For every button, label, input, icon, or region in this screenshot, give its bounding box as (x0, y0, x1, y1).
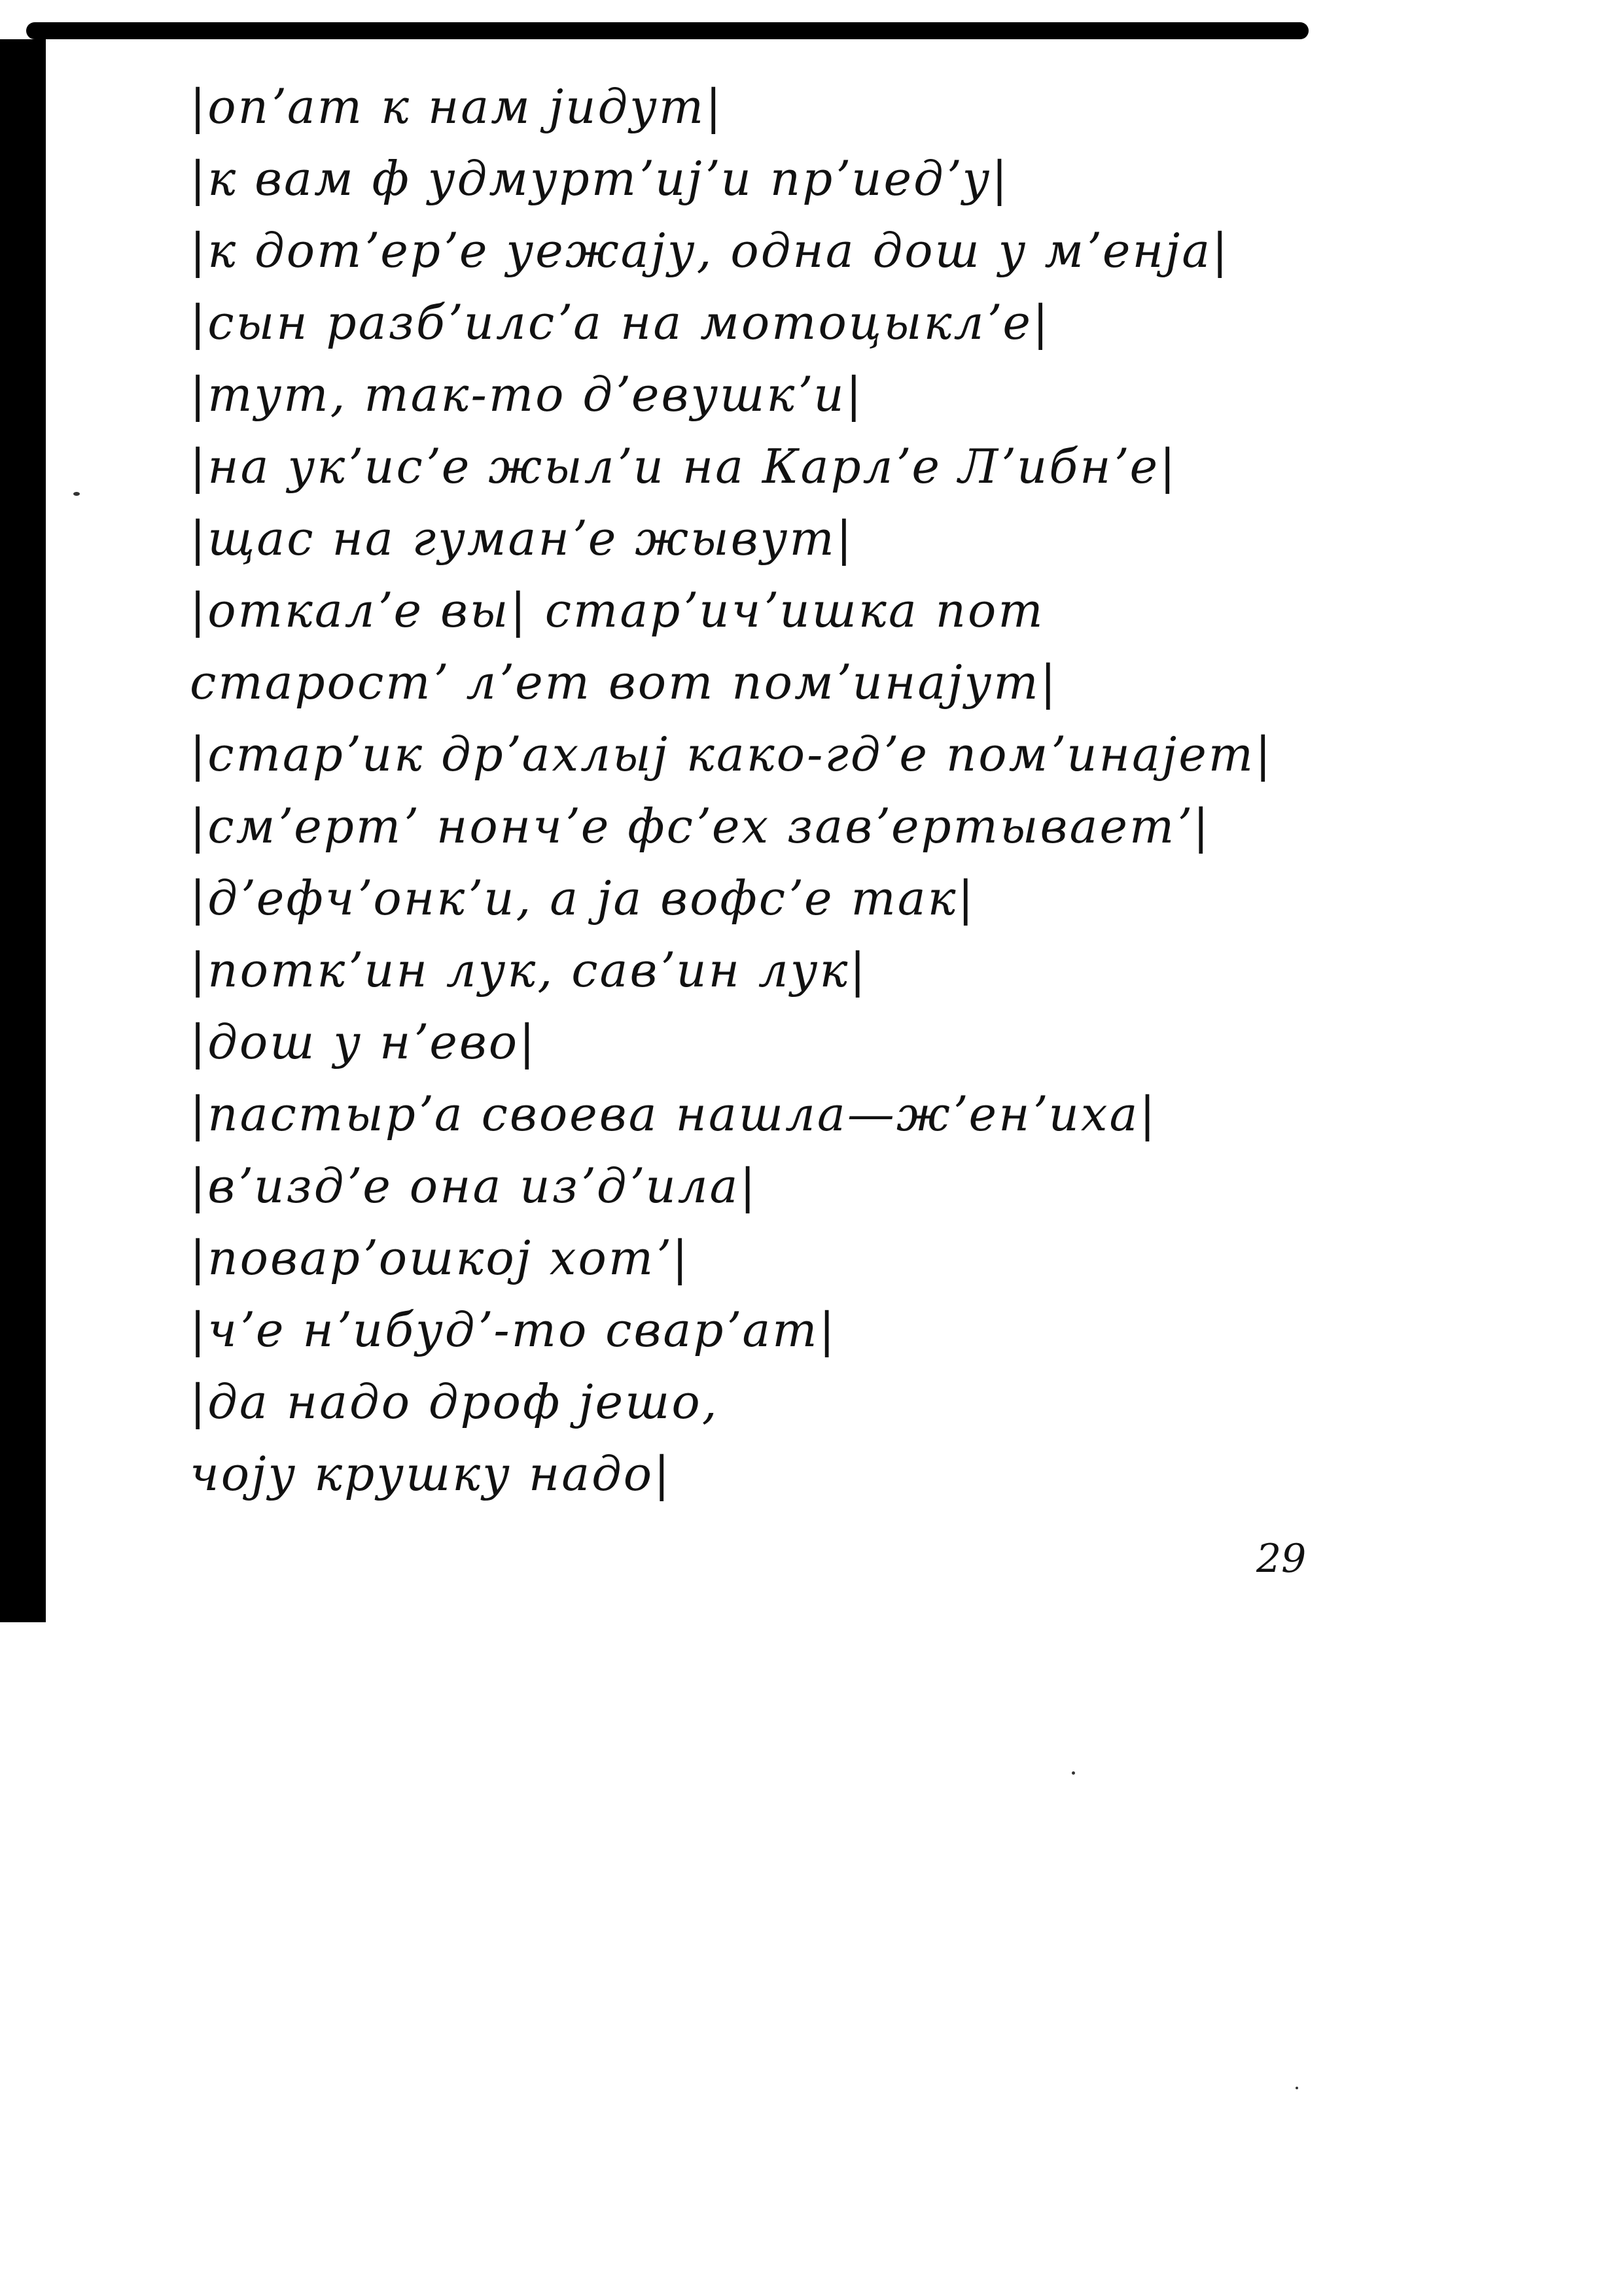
text-line: |поварʼошкој хотʼ| (190, 1230, 690, 1285)
scan-speck (1296, 2087, 1298, 2089)
text-line: |щас на гуманʼе жывут| (190, 511, 854, 566)
text-line: |к дотʼерʼе уежају, одна дош у мʼенја| (190, 223, 1230, 278)
scan-speck (1072, 1771, 1075, 1775)
text-line: |смʼертʼ нончʼе фсʼех завʼертываетʼ| (190, 799, 1211, 854)
text-line: |опʼат к нам јидут| (190, 79, 724, 134)
text-line: |чʼе нʼибудʼ-то сварʼат| (190, 1302, 837, 1357)
text-line: |тут, так-то дʼевушкʼи| (190, 367, 864, 422)
text-line: чоју крушку надо| (190, 1446, 672, 1501)
text-line: |дош у нʼево| (190, 1015, 537, 1070)
text-line: |поткʼин лук, савʼин лук| (190, 943, 868, 998)
top-rule (26, 22, 1309, 39)
text-line: старостʼ лʼет вот помʼинајут| (190, 655, 1058, 710)
text-line: |пастырʼа своева нашла—жʼенʼиха| (190, 1087, 1157, 1141)
text-line: |к вам ф удмуртʼијʼи прʼиедʼу| (190, 151, 1010, 206)
text-line: |да надо дроф јешо, (190, 1374, 719, 1429)
text-line: |вʼиздʼе она изʼдʼила| (190, 1158, 758, 1213)
text-line: |откалʼе вы| старʼичʼишка пот (190, 583, 1045, 638)
scan-speck (73, 492, 80, 496)
page-number: 29 (1256, 1536, 1307, 1582)
text-line: |сын разбʼилсʼа на мотоцыклʼе| (190, 295, 1051, 350)
handwritten-text (190, 71, 1354, 1510)
text-line: |дʼефчʼонкʼи, а ја вофсʼе так| (190, 871, 976, 926)
binding-edge (0, 39, 46, 1622)
text-line: |старʼик дрʼахлыј како-гдʼе помʼинајет| (190, 727, 1273, 782)
text-line: |на укʼисʼе жылʼи на Карлʼе Лʼибнʼе| (190, 439, 1178, 494)
